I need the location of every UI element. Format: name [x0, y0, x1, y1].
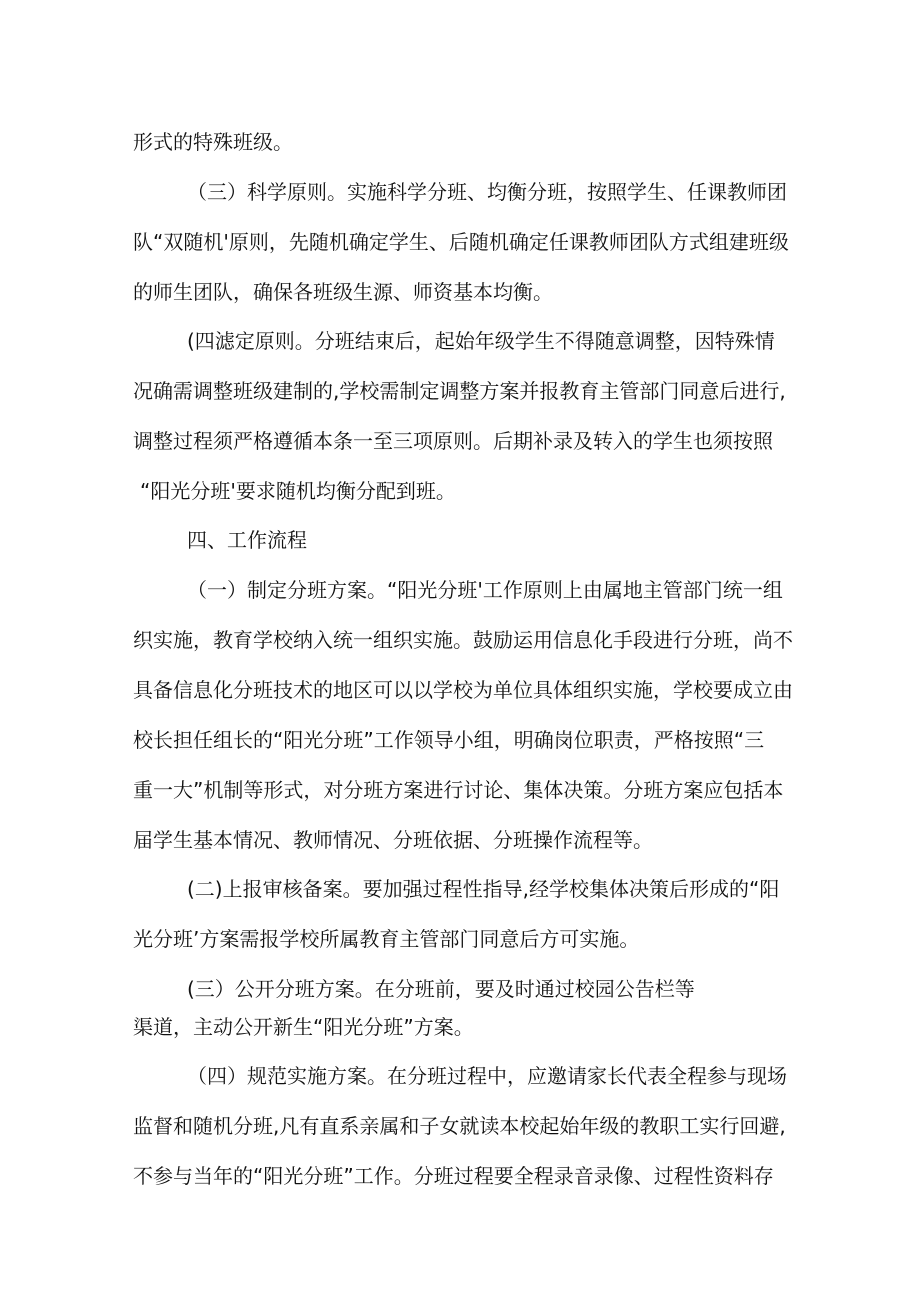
text-line-18: (三）公开分班方案。在分班前，要及时通过校园公告栏等 — [187, 977, 695, 1001]
text-line-8: “阳光分班'要求随机均衡分配到班。 — [140, 479, 456, 503]
text-line-3: 队“双随机'原则，先随机确定学生、后随机确定任课教师团队方式组建班级 — [133, 230, 789, 254]
text-line-2: （三）科学原则。实施科学分班、均衡分班，按照学生、任课教师团 — [187, 180, 787, 204]
text-line-13: 校长担任组长的“阳光分班”工作领导小组，明确岗位职责，严格按照“三 — [133, 728, 765, 752]
text-line-12: 具备信息化分班技术的地区可以以学校为单位具体组织实施，学校要成立由 — [133, 678, 793, 702]
text-line-22: 不参与当年的“阳光分班”工作。分班过程要全程录音录像、过程性资料存 — [133, 1164, 774, 1188]
text-line-19: 渠道，主动公开新生“阳光分班”方案。 — [133, 1015, 474, 1039]
text-line-5: (四滤定原则。分班结束后，起始年级学生不得随意调整，因特殊情 — [187, 329, 775, 353]
text-line-17: 光分班’方案需报学校所属教育主管部门同意后方可实施。 — [133, 927, 640, 951]
text-line-6: 况确需调整班级建制的,学校需制定调整方案并报教育主管部门同意后进行, — [133, 379, 786, 403]
section-heading-workflow: 四、工作流程 — [187, 528, 307, 552]
text-line-15: 届学生基本情况、教师情况、分班依据、分班操作流程等。 — [133, 828, 653, 852]
text-line-11: 织实施，教育学校纳入统一组织实施。鼓励运用信息化手段进行分班，尚不 — [133, 628, 793, 652]
text-line-14: 重一大”机制等形式，对分班方案进行讨论、集体决策。分班方案应包括本 — [133, 778, 784, 802]
text-line-7: 调整过程须严格遵循本条一至三项原则。后期补录及转入的学生也须按照 — [133, 429, 773, 453]
text-line-16: (二)上报审核备案。要加强过程性指导,经学校集体决策后形成的“阳 — [187, 877, 780, 901]
text-line-1: 形式的特殊班级。 — [133, 130, 293, 154]
text-line-4: 的师生团队，确保各班级生源、师资基本均衡。 — [133, 280, 553, 304]
text-line-20: （四）规范实施方案。在分班过程中，应邀请家长代表全程参与现场 — [187, 1064, 787, 1088]
text-line-21: 监督和随机分班,凡有直系亲属和子女就读本校起始年级的教职工实行回避, — [133, 1114, 786, 1138]
text-line-10: （一）制定分班方案。“阳光分班'工作原则上由属地主管部门统一组 — [187, 578, 783, 602]
